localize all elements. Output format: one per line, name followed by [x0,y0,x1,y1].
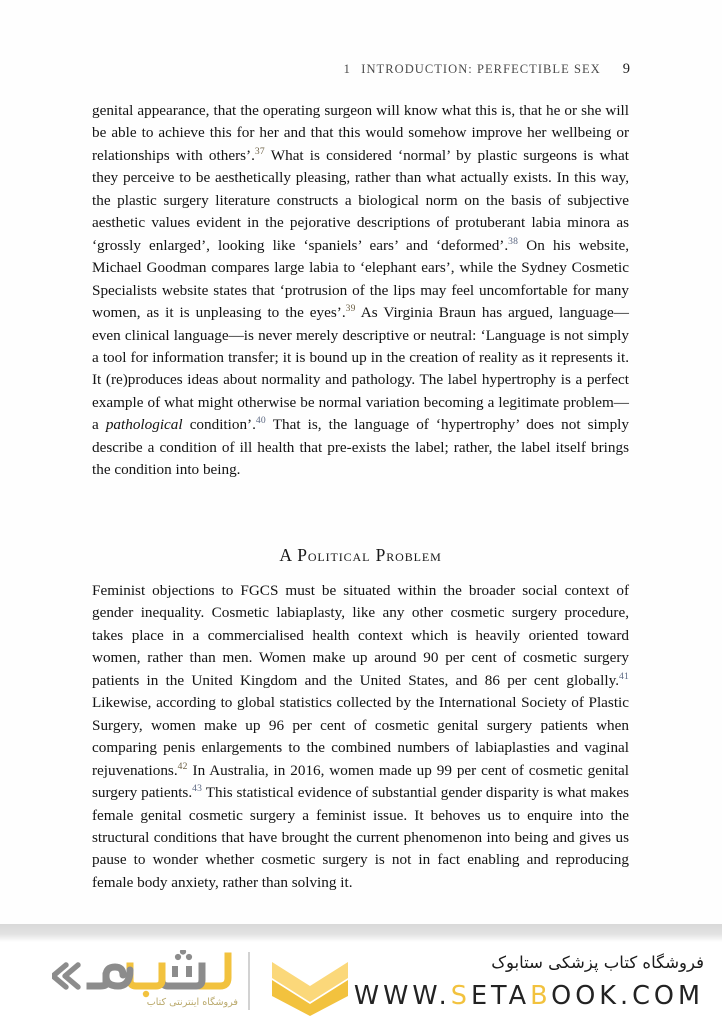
running-head [92,61,630,79]
footnote-marker[interactable]: 38 [508,235,519,247]
running-head-chapter-number: 1 [343,62,351,76]
url-segment: ETA [470,981,531,1011]
footnote-marker[interactable]: 39 [345,303,356,315]
body-text-block-lower [92,580,629,894]
running-head-chapter-title: INTRODUCTION: PERFECTIBLE SEX [361,62,601,76]
brand-divider [248,952,250,1010]
footnote-marker[interactable]: 41 [619,670,629,682]
paragraph: Feminist objections to FGCS must be situated within the broader social context of gender inequality. Cosmetic labiaplasty, like any other cosmetic surgery procedure, takes place in a commercialised health context which is heavily oriented toward women, rather than men. Women make up around 90 per cent of cosmetic surgery patients in the United Kingdom and the United States, and 86 per cent globally.$^{41}$ Likewise, according to global statistics collected by the International Society of Plastic Surgery, women make up 96 per cent of cosmetic genital surgery patients when comparing penis enlargements to the combined numbers of labiaplasties and vaginal rejuvenations.$^{42}$ In Australia, in 2016, women made up 99 per cent of cosmetic genital surgery patients.$^{43}$ This statistical evidence of substantial gender disparity is what makes female genital cosmetic surgery a feminist issue. It behoves us to enquire into the structural conditions that have brought the current phenomenon into being and gives us pause to wonder whether cosmetic surgery is not in fact enabling and reproducing female body anxiety, rather than solving it. [92,582,629,891]
footer-banner [0,942,722,1024]
footnote-marker[interactable]: 40 [255,415,266,427]
paragraph: genital appearance, that the operating surgeon will know what this is, that he or she will be able to achieve this for her and that this would somehow improve her wellbeing or relationships with others’.$^{37}$ What is considered ‘normal’ by plastic surgeons is what they perceive to be aesthetically pleasing, rather than what actually exists. In this way, the plastic surgery literature constructs a biological norm on the basis of subjective aesthetic values evident in the pejorative descriptions of protuberant labia minora as ‘grossly enlarged’, looking like ‘spaniels’ ears’ and ‘deformed’.$^{38}$ On his website, Michael Goodman compares large labia to ‘elephant ears’, while the Sydney Cosmetic Specialists website states that ‘protrusion of the lips may feel uncomfortable for many women, as it is unpleasing to the eyes’.$^{39}$ As Virginia Braun has argued, language—even clinical language—is never merely descriptive or neutral: ‘Language is not simply a tool for information transfer; it is bound up in the creation of reality as it represents it. It (re)produces ideas about normality and pathology. The label hypertrophy is a perfect example of what might otherwise be normal variation becoming a legitimate problem—a pathological condition’.$^{40}$ That is, the language of ‘hypertrophy’ does not simply describe a condition of ill health that pre-exists the label; rather, the label itself brings the condition into being. [92,102,629,479]
url-segment: OOK.COM [551,981,704,1011]
url-segment: B [530,981,552,1011]
emphasis-text: pathological [105,416,183,434]
url-segment: WWW. [353,981,451,1011]
brand-left-cluster [52,950,352,1016]
body-text-block-upper [92,100,629,482]
brand-tagline-persian: فروشگاه کتاب پزشکی ستابوک [491,953,704,972]
banner-top-fade [0,924,722,942]
url-segment: S [450,981,471,1011]
section-heading: A Political Problem [279,545,442,565]
logo-subtitle: فروشگاه اینترنتی کتاب [146,997,238,1008]
footnote-marker[interactable]: 37 [254,145,265,157]
brand-right-cluster [344,950,704,1016]
footnote-marker[interactable]: 43 [192,783,203,795]
page-number: 9 [622,61,630,77]
footnote-marker[interactable]: 42 [177,760,188,772]
chevron-logo-icon [266,954,354,1016]
brand-website-url[interactable] [344,979,704,1013]
setabook-logo-wordmark [52,950,237,998]
